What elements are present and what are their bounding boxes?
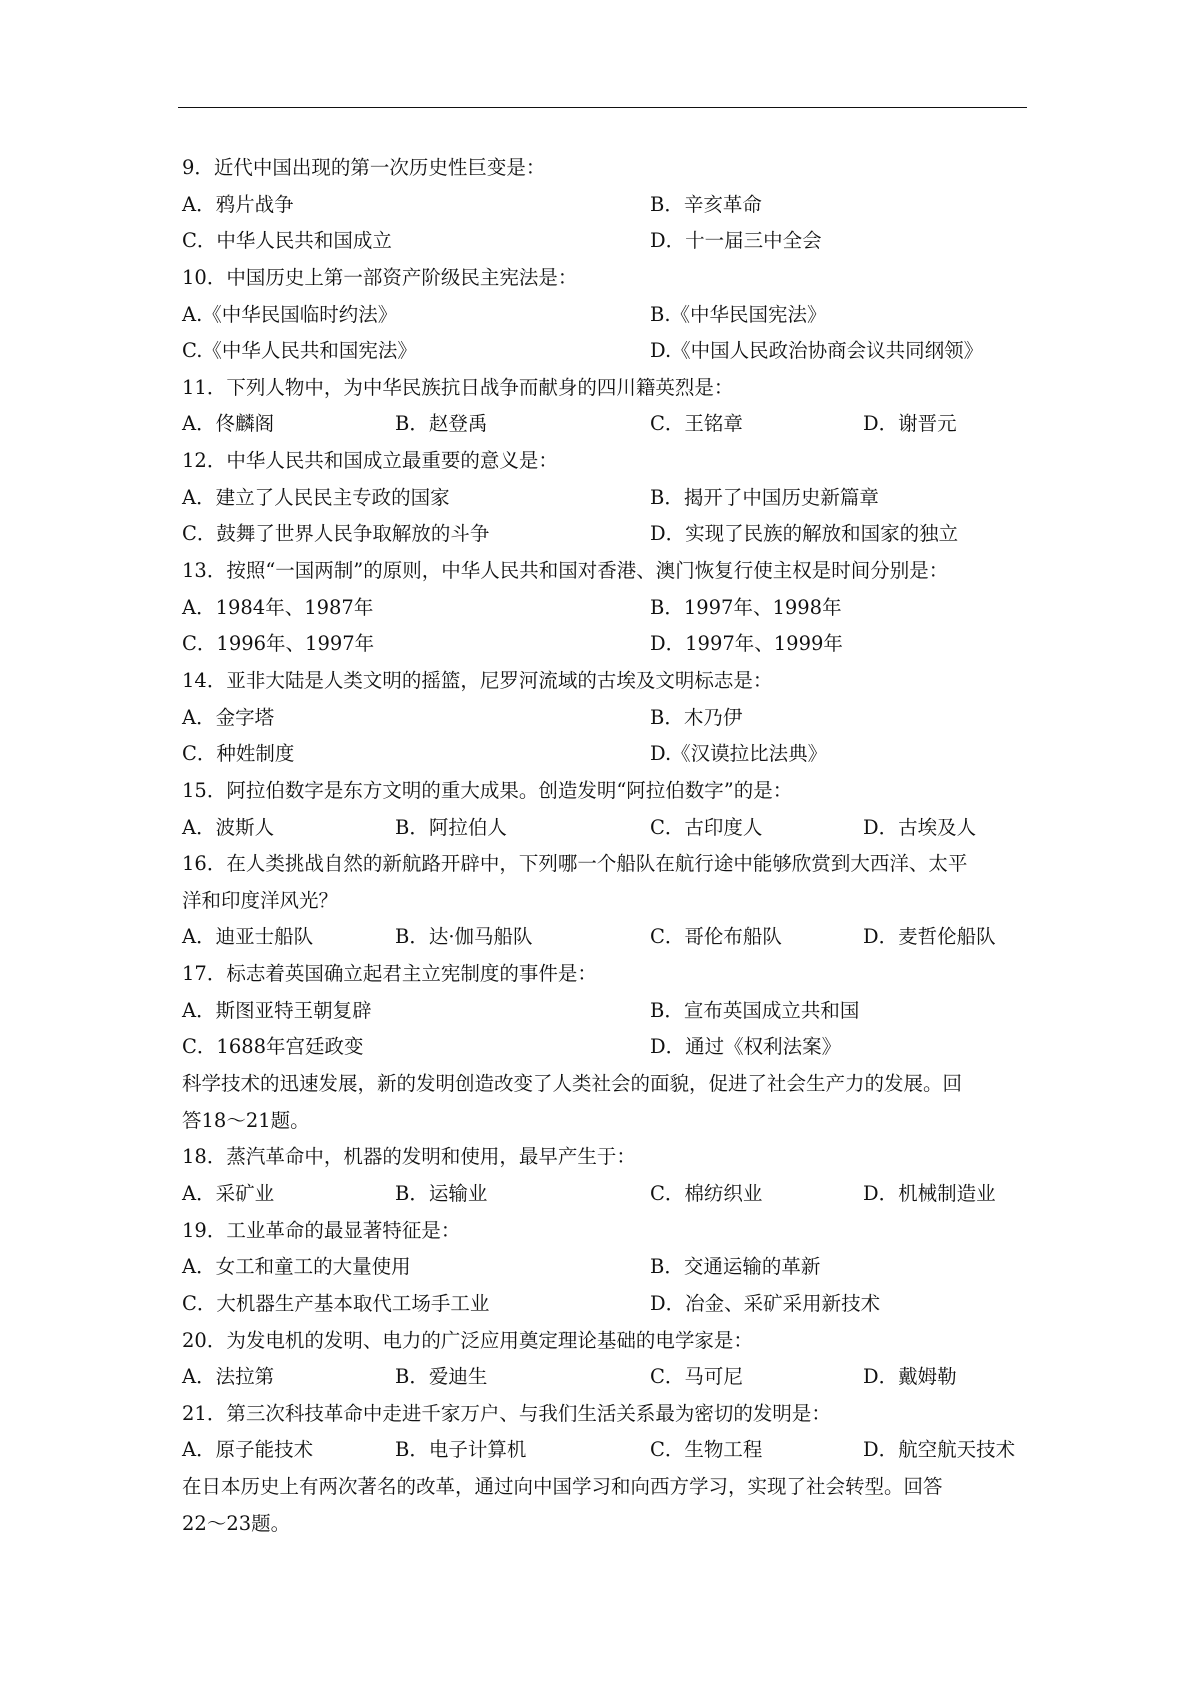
question-15-option-d: D．古埃及人: [863, 815, 977, 839]
question-16-option-d: D．麦哲伦船队: [863, 925, 996, 949]
question-21-option-b: B．电子计算机: [395, 1438, 527, 1462]
question-9-option-d: D．十一届三中全会: [650, 229, 822, 253]
question-18-option-c: C．棉纺织业: [650, 1181, 763, 1205]
question-9-options-row-2: [182, 223, 1032, 260]
question-10-options-row-1: [182, 297, 1032, 334]
question-11-options-row: [182, 406, 1032, 443]
header-rule: [178, 107, 1027, 108]
question-10-option-b: B.《中华民国宪法》: [650, 302, 827, 326]
question-14-option-d: D.《汉谟拉比法典》: [650, 742, 828, 766]
question-11-option-c: C．王铭章: [650, 412, 743, 436]
question-19-stem: 19．工业革命的最显著特征是：: [182, 1218, 461, 1242]
question-12-option-a: A．建立了人民民主专政的国家: [182, 485, 450, 509]
question-17-options-row-2: [182, 1029, 1032, 1066]
question-18-stem: 18．蒸汽革命中，机器的发明和使用，最早产生于：: [182, 1145, 636, 1169]
question-13-option-d: D．1997年、1999年: [650, 632, 843, 656]
question-9-option-c: C．中华人民共和国成立: [182, 229, 392, 253]
question-13-option-a: A．1984年、1987年: [182, 595, 374, 619]
question-10-option-c: C.《中华人民共和国宪法》: [182, 339, 417, 363]
question-11-stem: 11．下列人物中，为中华民族抗日战争而献身的四川籍英烈是：: [182, 375, 734, 399]
question-20-option-a: A．法拉第: [182, 1365, 275, 1389]
exam-content: [182, 150, 1032, 1542]
passage-1-line-2: 答18～21题。: [182, 1108, 310, 1132]
question-16-option-b: B．达·伽马船队: [395, 925, 533, 949]
question-11-option-a: A．佟麟阁: [182, 412, 275, 436]
question-12-option-c: C．鼓舞了世界人民争取解放的斗争: [182, 522, 490, 546]
question-19-options-row-2: [182, 1286, 1032, 1323]
question-21-option-a: A．原子能技术: [182, 1438, 314, 1462]
question-14-options-row-2: [182, 736, 1032, 773]
question-14-option-a: A．金字塔: [182, 705, 275, 729]
question-10-option-d: D.《中国人民政治协商会议共同纲领》: [650, 339, 984, 363]
question-19-option-a: A．女工和童工的大量使用: [182, 1255, 411, 1279]
question-9-option-b: B．辛亥革命: [650, 192, 762, 216]
question-17-option-c: C．1688年宫廷政变: [182, 1035, 364, 1059]
question-12-options-row-2: [182, 516, 1032, 553]
question-9-options-row-1: [182, 187, 1032, 224]
question-16-option-a: A．迪亚士船队: [182, 925, 314, 949]
question-10-option-a: A.《中华民国临时约法》: [182, 302, 398, 326]
question-11-option-b: B．赵登禹: [395, 412, 488, 436]
question-10-stem: 10．中国历史上第一部资产阶级民主宪法是：: [182, 265, 578, 289]
question-21-option-d: D．航空航天技术: [863, 1438, 1016, 1462]
question-15-options-row: [182, 810, 1032, 847]
question-20-stem: 20．为发电机的发明、电力的广泛应用奠定理论基础的电学家是：: [182, 1328, 753, 1352]
question-19-option-b: B．交通运输的革新: [650, 1255, 821, 1279]
question-9-option-a: A．鸦片战争: [182, 192, 294, 216]
question-19-option-d: D．冶金、采矿采用新技术: [650, 1291, 881, 1315]
passage-2-line-2: 22～23题。: [182, 1511, 291, 1535]
question-9-stem: 9．近代中国出现的第一次历史性巨变是：: [182, 156, 546, 179]
question-13-option-c: C．1996年、1997年: [182, 632, 375, 656]
question-15-option-b: B．阿拉伯人: [395, 815, 507, 839]
question-11-option-d: D．谢晋元: [863, 412, 957, 436]
question-20-option-d: D．戴姆勒: [863, 1365, 957, 1389]
passage-2-line-1: 在日本历史上有两次著名的改革，通过向中国学习和向西方学习，实现了社会转型。回答: [182, 1475, 943, 1499]
question-17-option-b: B．宣布英国成立共和国: [650, 998, 860, 1022]
question-12-stem: 12．中华人民共和国成立最重要的意义是：: [182, 449, 558, 473]
question-21-options-row: [182, 1432, 1032, 1469]
question-20-options-row: [182, 1359, 1032, 1396]
question-20-option-c: C．马可尼: [650, 1365, 743, 1389]
question-12-option-b: B．揭开了中国历史新篇章: [650, 485, 879, 509]
question-14-options-row-1: [182, 700, 1032, 737]
passage-1-line-1: 科学技术的迅速发展，新的发明创造改变了人类社会的面貌，促进了社会生产力的发展。回: [182, 1072, 963, 1096]
question-18-options-row: [182, 1176, 1032, 1213]
question-13-stem: 13．按照“一国两制”的原则，中华人民共和国对香港、澳门恢复行使主权是时间分别是：: [182, 559, 949, 583]
question-19-option-c: C．大机器生产基本取代工场手工业: [182, 1291, 490, 1315]
question-18-option-a: A．采矿业: [182, 1181, 275, 1205]
question-15-stem: 15．阿拉伯数字是东方文明的重大成果。创造发明“阿拉伯数字”的是：: [182, 778, 793, 802]
question-10-options-row-2: [182, 333, 1032, 370]
question-16-stem-line-2: 洋和印度洋风光？: [182, 888, 339, 912]
question-13-options-row-1: [182, 590, 1032, 627]
question-16-options-row: [182, 919, 1032, 956]
question-17-stem: 17．标志着英国确立起君主立宪制度的事件是：: [182, 962, 597, 986]
question-15-option-a: A．波斯人: [182, 815, 275, 839]
question-14-option-b: B．木乃伊: [650, 705, 743, 729]
question-14-option-c: C．种姓制度: [182, 742, 295, 766]
question-17-option-d: D．通过《权利法案》: [650, 1035, 842, 1059]
question-20-option-b: B．爱迪生: [395, 1365, 488, 1389]
question-16-option-c: C．哥伦布船队: [650, 925, 782, 949]
question-16-stem-line-1: 16．在人类挑战自然的新航路开辟中，下列哪一个船队在航行途中能够欣赏到大西洋、太平: [182, 852, 968, 876]
question-17-option-a: A．斯图亚特王朝复辟: [182, 998, 372, 1022]
question-18-option-d: D．机械制造业: [863, 1181, 996, 1205]
question-12-option-d: D．实现了民族的解放和国家的独立: [650, 522, 959, 546]
question-14-stem: 14．亚非大陆是人类文明的摇篮，尼罗河流域的古埃及文明标志是：: [182, 668, 773, 692]
question-21-stem: 21．第三次科技革命中走进千家万户、与我们生活关系最为密切的发明是：: [182, 1401, 831, 1425]
question-13-option-b: B．1997年、1998年: [650, 595, 842, 619]
question-18-option-b: B．运输业: [395, 1181, 488, 1205]
question-12-options-row-1: [182, 480, 1032, 517]
question-19-options-row-1: [182, 1249, 1032, 1286]
question-15-option-c: C．古印度人: [650, 815, 763, 839]
question-21-option-c: C．生物工程: [650, 1438, 763, 1462]
question-17-options-row-1: [182, 993, 1032, 1030]
question-13-options-row-2: [182, 626, 1032, 663]
